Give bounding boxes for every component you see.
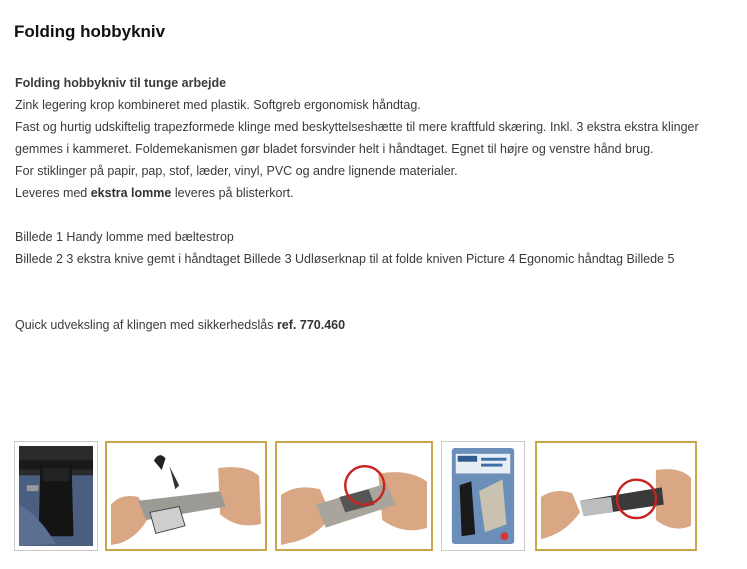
knife-open-hands-image — [111, 447, 261, 545]
quick-text: Quick udveksling af klingen med sikkerhedslås — [15, 318, 277, 332]
blade-lock-image — [541, 447, 691, 545]
thumb-5[interactable] — [535, 441, 697, 551]
line4-bold: ekstra lomme — [90, 186, 172, 200]
description-subheading: Folding hobbykniv til tunge arbejde — [15, 76, 227, 90]
thumb-1[interactable] — [14, 441, 98, 551]
thumb-2[interactable] — [105, 441, 267, 551]
image-captions-1: Billede 1 Handy lomme med bæltestrop — [15, 230, 234, 244]
description-line-2: Fast og hurtig udskiftelig trapezformede klinge med beskyttelseshætte til mere kraftfuld skæring. Inkl. 3 ekstra ekstra klinger gemmes i kammeret. Foldemekanismen gør bladet forsvinder helt i håndtaget. Egnet til højre og venstre hånd brug. — [15, 120, 699, 156]
description-line-3: For stiklinger på papir, pap, stof, læder, vinyl, PVC og andre lignende materialer. — [15, 164, 458, 178]
image-captions-2: Billede 2 3 ekstra knive gemt i håndtaget Billede 3 Udløserknap til at folde kniven Picture 4 Egonomic håndtag Billede 5 — [15, 252, 675, 266]
blister-pack-image — [446, 446, 520, 546]
line4-post: leveres på blisterkort. — [171, 186, 294, 200]
thumb-3[interactable] — [275, 441, 433, 551]
description-line-1: Zink legering krop kombineret med plastik. Softgreb ergonomisk håndtag. — [15, 98, 421, 112]
thumb-4[interactable] — [441, 441, 525, 551]
spacer — [15, 204, 740, 226]
line4-pre: Leveres med — [15, 186, 91, 200]
belt-pouch-image — [19, 446, 93, 546]
release-button-image — [281, 447, 427, 545]
product-description — [15, 72, 740, 336]
spacer — [15, 270, 740, 314]
quick-exchange-line — [15, 314, 740, 336]
description-line-4 — [15, 182, 740, 204]
reference-number: ref. 770.460 — [276, 318, 346, 332]
page-title: Folding hobbykniv — [14, 22, 166, 41]
